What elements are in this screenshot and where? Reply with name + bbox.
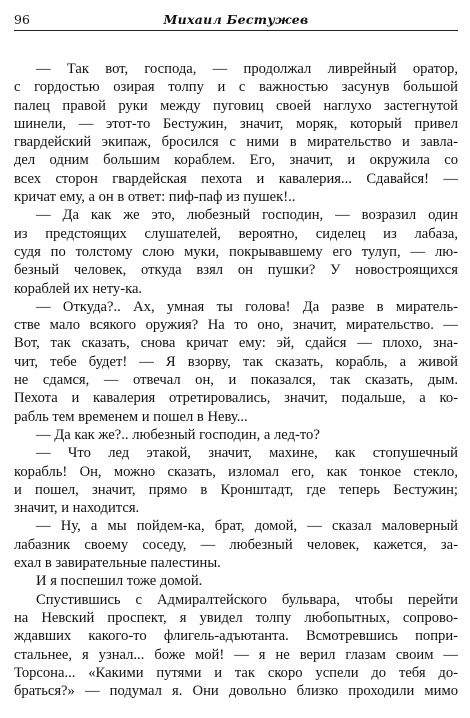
- text-line: — Так вот, господа, — продолжал ливрейный оратор,: [36, 61, 458, 77]
- text-line: значит, и находится.: [14, 500, 140, 517]
- text-line: ехал в завирательные палестины.: [14, 555, 221, 572]
- text-line: на Невский проспект, я увидел толпу любопытных, сопрово-: [14, 609, 458, 626]
- text-line: Вот, так сказать, снова кричат ему: эй, сдайся — плохо, зна-: [14, 335, 458, 352]
- text-line: безный человек, откуда взял он пушки? У новостроящихся: [14, 262, 458, 279]
- text-line: с гордостью озирая толпу и с важностью засунув большой: [14, 79, 458, 96]
- text-line: — Откуда?.. Ах, умная ты голова! Да разве в миратель-: [36, 298, 458, 315]
- text-line: и пошел, значит, прямо в Кронштадт, где теперь Бестужин;: [14, 481, 458, 498]
- text-line: — Да как же это, любезный господин, — возразил один: [36, 207, 458, 224]
- text-line: — Ну, а мы пойдем-ка, брат, домой, — сказал маловерный: [36, 518, 458, 535]
- text-line: стве мало всякого оружия? На то оно, значит, мирательство. —: [14, 317, 458, 334]
- text-line: дел одним большим кораблем. Его, значит, и окружила со: [14, 152, 458, 169]
- text-line: палец правой руки между пуговиц своей наглухо застегнутой: [14, 97, 458, 114]
- running-title: Михаил Бестужев: [163, 12, 309, 27]
- text-line: рабль тем временем и пошел в Неву...: [14, 408, 248, 425]
- text-line: — Да как же?.. любезный господин, а лед-то?: [36, 426, 320, 443]
- text-line: браться?» — подумал я. Они довольно близко проходили мимо: [14, 683, 458, 700]
- text-line: лабазник своему соседу, — любезный человек, кажется, за-: [14, 536, 458, 553]
- text-line: судя по толстому слою муки, покрывавшему его тулуп, — лю-: [14, 243, 458, 260]
- text-line: Спустившись с Адмиралтейского бульвара, чтобы перейти: [36, 591, 458, 608]
- text-line: кричат ему, а он в ответ: пиф-паф из пушек!..: [14, 189, 296, 206]
- text-line: шинели, — этот-то Бестужин, значит, моряк, который привел: [14, 115, 458, 132]
- text-line: корабль! Он, можно сказать, изломал его, как тонкое стекло,: [14, 463, 458, 480]
- text-line: Торсона... «Какими путями и так скоро успели до тебя до-: [14, 664, 458, 681]
- text-line: стальнее, я узнал... боже мой! — я не верил глазам своим —: [14, 646, 458, 663]
- text-line: — Что лед этакой, значит, махине, как стопушечный: [36, 445, 458, 462]
- body-text: [14, 60, 458, 700]
- page-number: 96: [14, 12, 30, 27]
- text-line: ждавших какого-то флигель-адъютанта. Всмотревшись попри-: [14, 628, 458, 645]
- text-line: гвардейский экипаж, бросился с ними в мирательство и завла-: [14, 134, 458, 151]
- text-line: кораблей их нету-ка.: [14, 280, 143, 297]
- text-line: И я поспешил тоже домой.: [36, 573, 203, 590]
- text-line: не сдамся, — отвечал он, и показался, так сказать, дым.: [14, 372, 458, 389]
- text-line: всех сторон гвардейская пехота и кавалерия... Сдавайся! —: [14, 170, 458, 187]
- running-head: [14, 8, 458, 30]
- text-line: из предстоящих слушателей, вероятно, сиделец из лабаза,: [14, 225, 458, 242]
- header-rule: [14, 30, 458, 31]
- text-line: чит, тебе будет! — Я взорву, так сказать, корабль, а живой: [14, 353, 458, 370]
- text-line: Пехота и кавалерия отретировались, значит, подальше, а ко-: [14, 390, 458, 407]
